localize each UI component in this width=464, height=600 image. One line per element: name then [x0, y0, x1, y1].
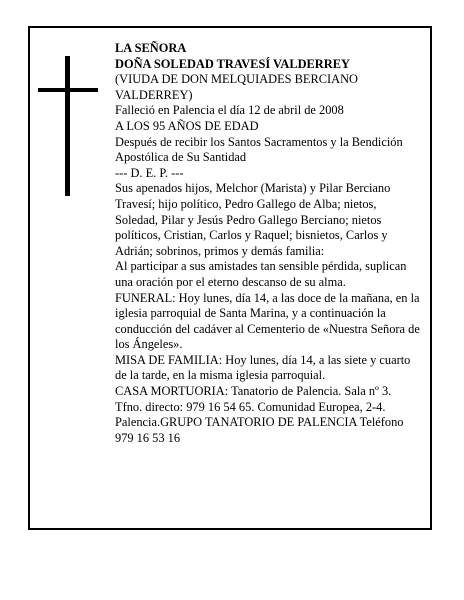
funeral-info: FUNERAL: Hoy lunes, día 14, a las doce de la mañana, en la iglesia parroquial de Santa Marina, y a continuación la conducción del cadáver al Cementerio de «Nuestra Señora de los Ángeles». — [115, 290, 420, 352]
prayer-request: Al participar a sus amistades tan sensible pérdida, suplican una oración por el eterno descanso de su alma. — [115, 259, 407, 289]
family-list: Sus apenados hijos, Melchor (Marista) y Pilar Berciano Travesí; hijo político, Pedro Gallego de Alba; nietos, Soledad, Pilar y Jesús Pedro Gallego Berciano; nietos políticos, Cristian, Carlos y Raquel; bisnietos, Carlos y Adrián; sobrinos, primos y demás familia: — [115, 181, 391, 258]
widow-of: (VIUDA DE DON MELQUIADES BERCIANO VALDERREY) — [115, 72, 358, 102]
latin-cross-icon — [38, 56, 98, 196]
family-mass-info: MISA DE FAMILIA: Hoy lunes, día 14, a las siete y cuarto de la tarde, en la misma iglesia parroquial. — [115, 352, 411, 383]
deceased-name: DOÑA SOLEDAD TRAVESÍ VALDERREY — [115, 56, 350, 71]
sacraments-note: Después de recibir los Santos Sacramentos y la Bendición Apostólica de Su Santidad — [115, 134, 403, 165]
cross-horizontal-bar — [38, 88, 98, 92]
age-at-death: A LOS 95 AÑOS DE EDAD — [115, 118, 259, 133]
rip-line: --- D. E. P. --- — [115, 165, 184, 180]
cross-vertical-bar — [65, 56, 70, 196]
death-date: Falleció en Palencia el día 12 de abril de 2008 — [115, 103, 344, 118]
obituary-text — [115, 41, 421, 446]
mortuary-info: CASA MORTUORIA: Tanatorio de Palencia. Sala nº 3. Tfno. directo: 979 16 54 65. Comunidad Europea, 2-4. Palencia.GRUPO TANATORIO DE PALENCIA Teléfono 979 16 53 16 — [115, 384, 404, 445]
obituary-heading: LA SEÑORA — [115, 41, 187, 55]
